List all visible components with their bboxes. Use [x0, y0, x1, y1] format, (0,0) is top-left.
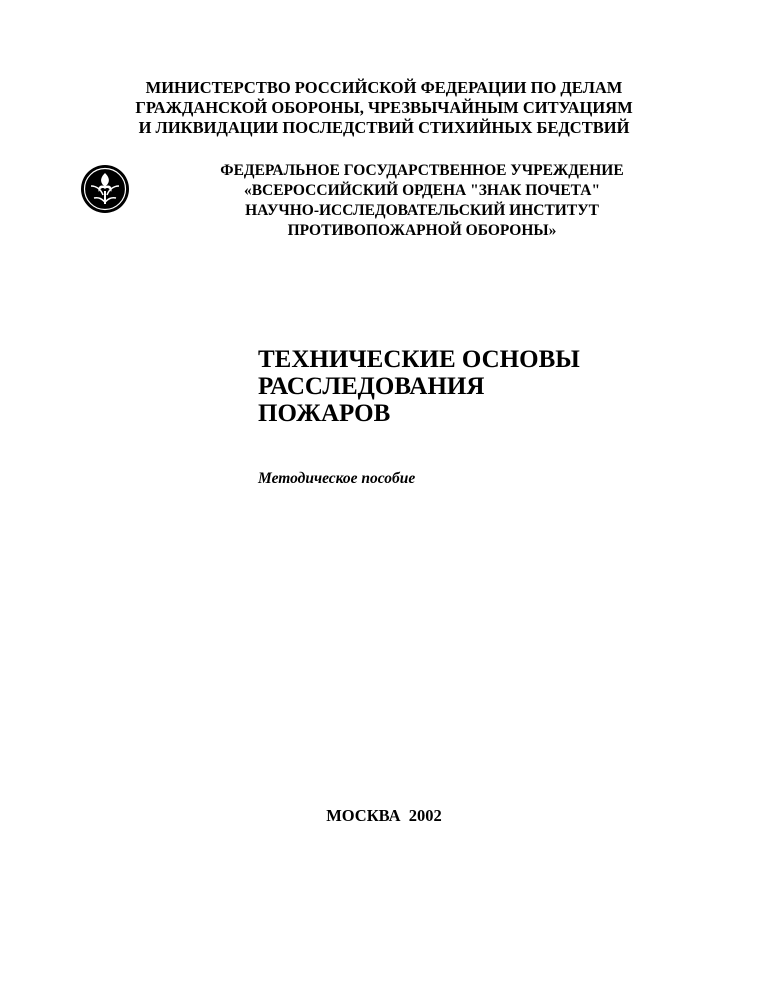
- title-line: ПОЖАРОВ: [258, 400, 391, 427]
- title-line: РАССЛЕДОВАНИЯ: [258, 373, 485, 400]
- document-subtitle: Методическое пособие: [258, 470, 416, 487]
- ministry-line: МИНИСТЕРСТВО РОССИЙСКОЙ ФЕДЕРАЦИИ ПО ДЕЛАМ: [145, 78, 623, 97]
- institute-emblem-icon: [80, 164, 130, 214]
- document-title: [258, 346, 580, 427]
- institute-line: ПРОТИВОПОЖАРНОЙ ОБОРОНЫ»: [287, 222, 557, 239]
- title-line: ТЕХНИЧЕСКИЕ ОСНОВЫ: [258, 346, 580, 373]
- ministry-line: ГРАЖДАНСКОЙ ОБОРОНЫ, ЧРЕЗВЫЧАЙНЫМ СИТУАЦИЯМ: [135, 98, 633, 117]
- ministry-line: И ЛИКВИДАЦИИ ПОСЛЕДСТВИЙ СТИХИЙНЫХ БЕДСТВИЙ: [138, 118, 630, 137]
- institute-line: ФЕДЕРАЛЬНОЕ ГОСУДАРСТВЕННОЕ УЧРЕЖДЕНИЕ: [220, 162, 624, 179]
- place-and-year: МОСКВА 2002: [326, 806, 442, 825]
- institute-line: НАУЧНО-ИССЛЕДОВАТЕЛЬСКИЙ ИНСТИТУТ: [245, 202, 599, 219]
- institute-line: «ВСЕРОССИЙСКИЙ ОРДЕНА "ЗНАК ПОЧЕТА": [243, 182, 601, 199]
- institute-header: [190, 161, 654, 241]
- ministry-header: [0, 78, 768, 138]
